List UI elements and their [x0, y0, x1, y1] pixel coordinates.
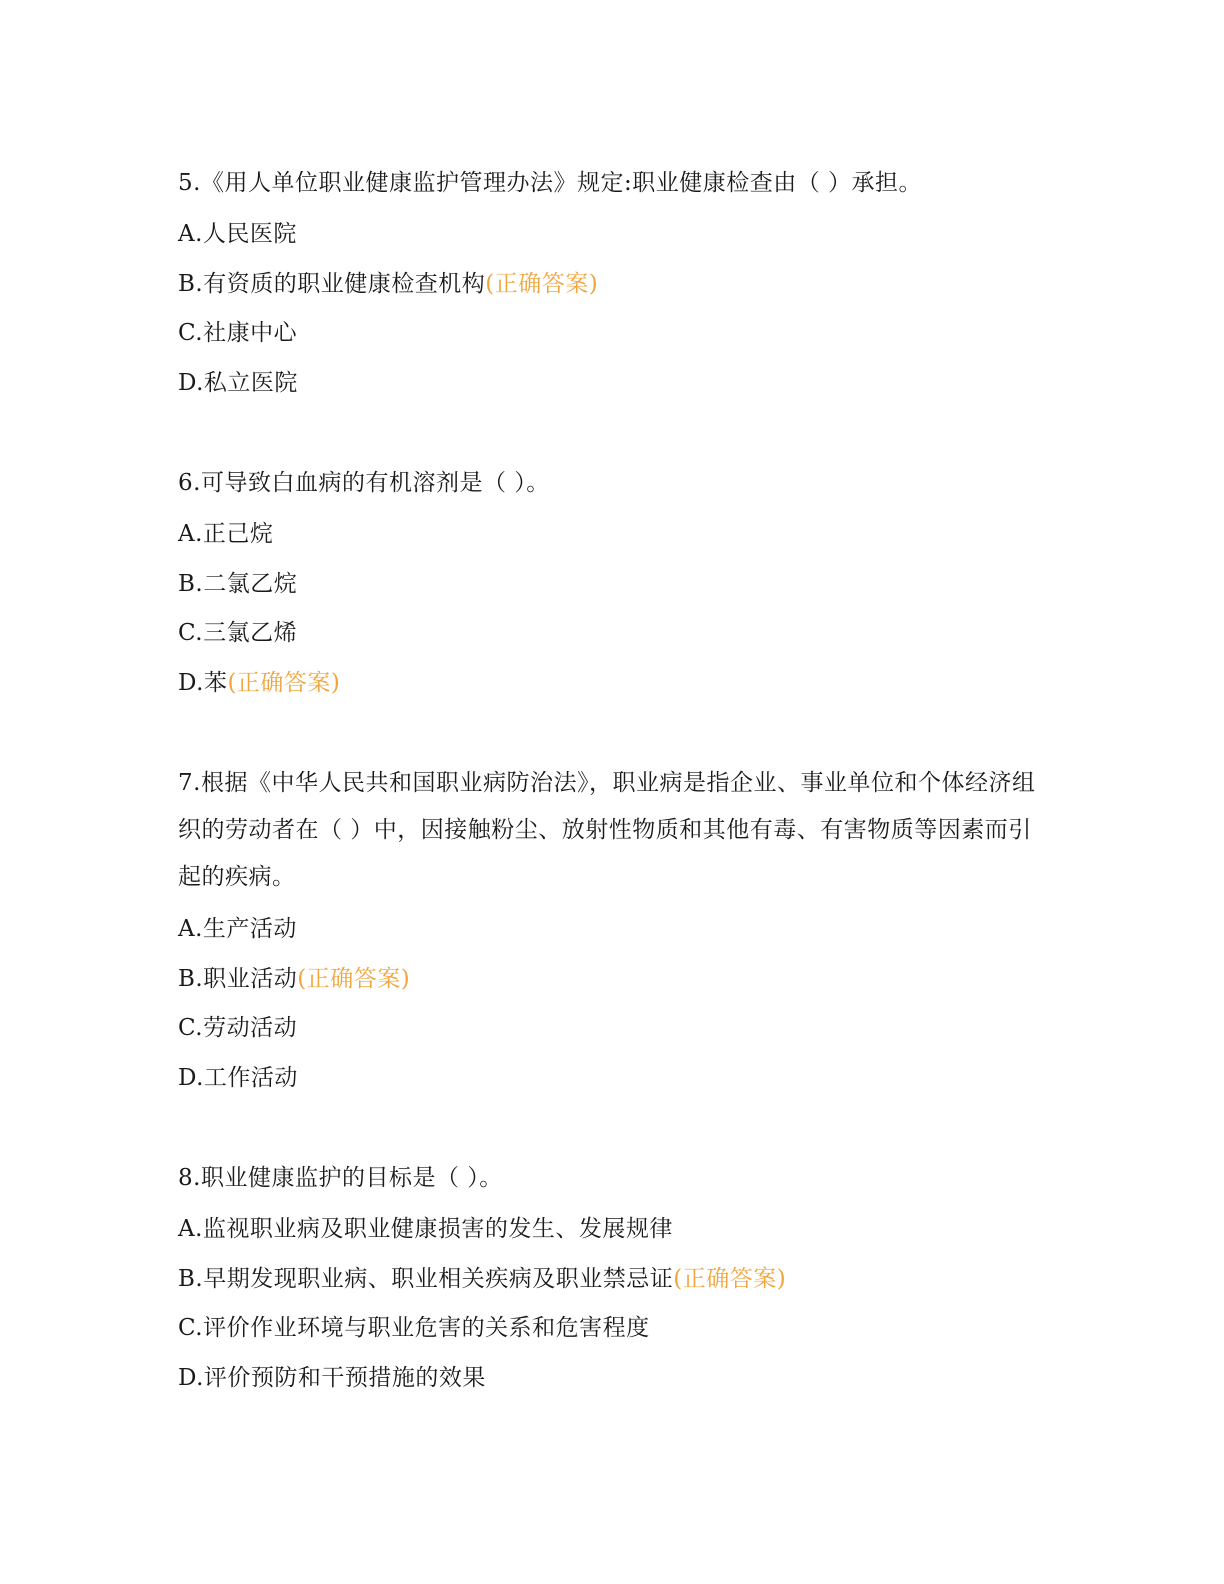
document-page: [178, 160, 1038, 1455]
question-stem: 6.可导致白血病的有机溶剂是（ ）。: [178, 470, 550, 496]
option-a: [178, 905, 1038, 955]
question-8: [178, 1155, 1038, 1403]
correct-answer-tag: (正确答案): [297, 965, 411, 992]
option-text: A.生产活动: [178, 916, 297, 942]
correct-answer-tag: (正确答案): [227, 669, 341, 696]
option-c: [178, 1004, 1038, 1054]
option-text: C.劳动活动: [178, 1015, 298, 1041]
option-text: B.职业活动: [178, 965, 298, 992]
option-text: D.评价预防和干预措施的效果: [178, 1364, 486, 1391]
option-text: D.私立医院: [178, 369, 298, 396]
option-b: [178, 260, 1038, 310]
option-text: C.三氯乙烯: [178, 620, 298, 646]
option-b: [178, 955, 1038, 1005]
option-b: [178, 560, 1038, 610]
option-d: [178, 1054, 1038, 1104]
option-text: B.早期发现职业病、职业相关疾病及职业禁忌证: [178, 1265, 674, 1292]
option-c: [178, 609, 1038, 659]
option-a: [178, 1205, 1038, 1255]
question-stem: 5.《用人单位职业健康监护管理办法》规定:职业健康检查由（ ）承担。: [178, 170, 923, 196]
option-text: A.正己烷: [178, 521, 274, 547]
option-text: A.人民医院: [178, 221, 297, 247]
option-c: [178, 309, 1038, 359]
option-text: B.有资质的职业健康检查机构: [178, 270, 486, 297]
correct-answer-tag: (正确答案): [673, 1265, 787, 1292]
option-text: A.监视职业病及职业健康损害的发生、发展规律: [178, 1216, 673, 1242]
question-7: [178, 760, 1038, 1103]
option-c: [178, 1304, 1038, 1354]
option-a: [178, 210, 1038, 260]
option-d: [178, 1354, 1038, 1404]
option-text: C.社康中心: [178, 320, 298, 346]
option-b: [178, 1255, 1038, 1305]
option-text: C.评价作业环境与职业危害的关系和危害程度: [178, 1315, 650, 1341]
correct-answer-tag: (正确答案): [485, 270, 599, 297]
option-text: D.苯: [178, 669, 228, 696]
option-d: [178, 659, 1038, 709]
question-stem: 8.职业健康监护的目标是（ ）。: [178, 1165, 503, 1191]
option-text: B.二氯乙烷: [178, 570, 298, 597]
option-text: D.工作活动: [178, 1064, 298, 1091]
option-a: [178, 510, 1038, 560]
question-5: [178, 160, 1038, 408]
option-d: [178, 359, 1038, 409]
question-6: [178, 460, 1038, 708]
question-stem: 7.根据《中华人民共和国职业病防治法》，职业病是指企业、事业单位和个体经济组织的劳动者在（ ）中，因接触粉尘、放射性物质和其他有毒、有害物质等因素而引起的疾病。: [178, 770, 1036, 890]
